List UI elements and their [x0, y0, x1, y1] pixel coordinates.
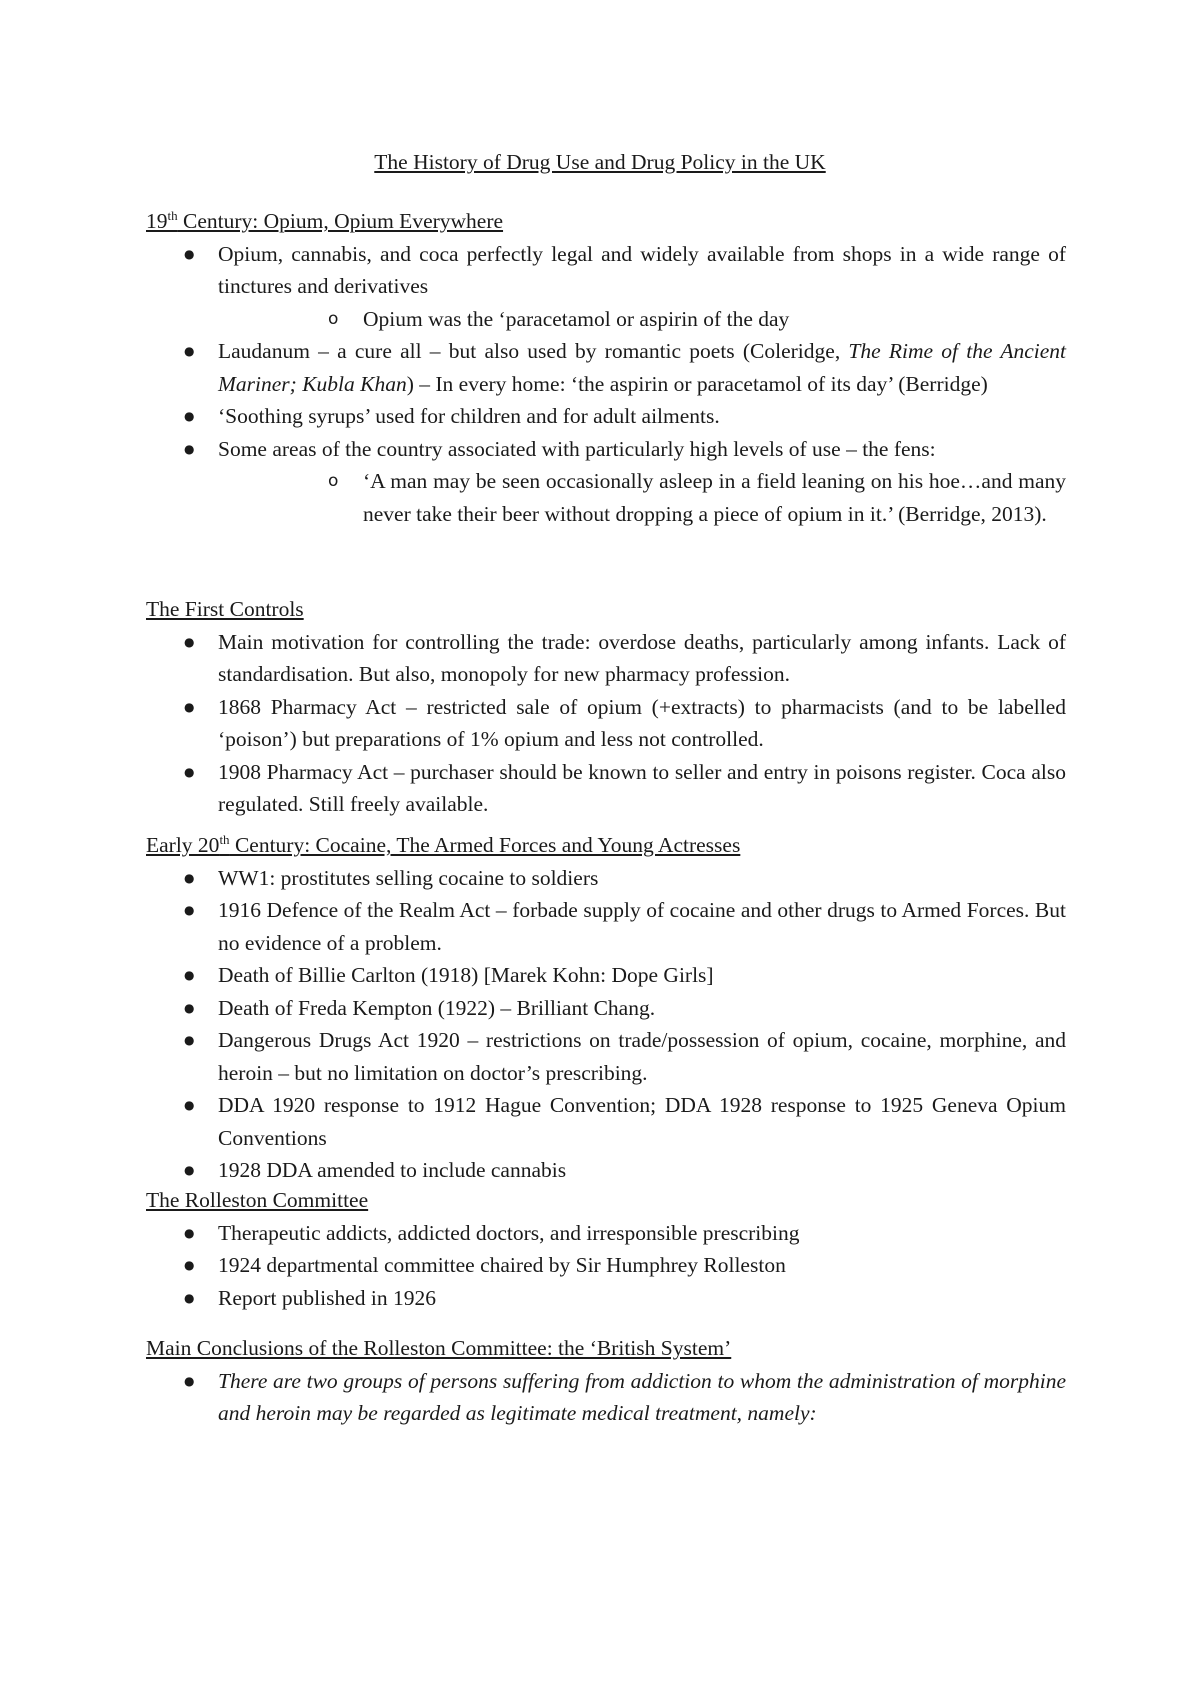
list-item: ● Some areas of the country associated with particularly high levels of use – the fens: o ‘A man may be seen occasionally asleep in a field leaning on his hoe…and many never take their beer without dropping a piece of opium in it.’ (Berridge, 2013). [146, 433, 1066, 531]
section-heading: The First Controls [146, 597, 304, 621]
section-first-controls [146, 593, 1066, 821]
list-item: ● 1908 Pharmacy Act – purchaser should be known to seller and entry in poisons register. Coca also regulated. Still freely available. [146, 756, 1066, 821]
list-item: ● Main motivation for controlling the trade: overdose deaths, particularly among infants. Lack of standardisation. But also, monopoly for new pharmacy profession. [146, 626, 1066, 691]
bullet-list [146, 626, 1066, 821]
list-item: ● Death of Freda Kempton (1922) – Brilliant Chang. [146, 992, 1066, 1025]
list-item: ● 1868 Pharmacy Act – restricted sale of opium (+extracts) to pharmacists (and to be labelled ‘poison’) but preparations of 1% opium and less not controlled. [146, 691, 1066, 756]
sub-list-item: o ‘A man may be seen occasionally asleep in a field leaning on his hoe…and many never take their beer without dropping a piece of opium in it.’ (Berridge, 2013). [218, 465, 1066, 530]
list-item: ● Opium, cannabis, and coca perfectly legal and widely available from shops in a wide range of tinctures and derivatives o Opium was the ‘paracetamol or aspirin of the day [146, 238, 1066, 336]
section-heading: Main Conclusions of the Rolleston Committee: the ‘British System’ [146, 1336, 732, 1360]
section-heading: The Rolleston Committee [146, 1188, 369, 1212]
list-item: ● 1916 Defence of the Realm Act – forbade supply of cocaine and other drugs to Armed Forces. But no evidence of a problem. [146, 894, 1066, 959]
section-heading: Early 20th Century: Cocaine, The Armed Forces and Young Actresses [146, 832, 741, 857]
list-item: ● Report published in 1926 [146, 1282, 1066, 1315]
bullet-list [146, 862, 1066, 1187]
list-item: ● Therapeutic addicts, addicted doctors, and irresponsible prescribing [146, 1217, 1066, 1250]
list-item: ● ‘Soothing syrups’ used for children and for adult ailments. [146, 400, 1066, 433]
section-rolleston-committee [146, 1184, 1066, 1314]
list-item: ● WW1: prostitutes selling cocaine to soldiers [146, 862, 1066, 895]
list-item: ● 1924 departmental committee chaired by Sir Humphrey Rolleston [146, 1249, 1066, 1282]
document-title: The History of Drug Use and Drug Policy in the UK [374, 150, 826, 174]
list-item: ● Death of Billie Carlton (1918) [Marek Kohn: Dope Girls] [146, 959, 1066, 992]
list-item: ● Laudanum – a cure all – but also used by romantic poets (Coleridge, The Rime of the Ancient Mariner; Kubla Khan) – In every home: ‘the aspirin or paracetamol of its day’ (Berridge) [146, 335, 1066, 400]
sub-list-item: o Opium was the ‘paracetamol or aspirin of the day [218, 303, 1066, 336]
sub-list [218, 303, 1066, 336]
sub-list [218, 465, 1066, 530]
section-19th-century [146, 205, 1066, 530]
bullet-list [146, 238, 1066, 531]
list-item: ● 1928 DDA amended to include cannabis [146, 1154, 1066, 1187]
list-item: ● Dangerous Drugs Act 1920 – restrictions on trade/possession of opium, cocaine, morphine, and heroin – but no limitation on doctor’s prescribing. [146, 1024, 1066, 1089]
list-item: ● There are two groups of persons suffering from addiction to whom the administration of morphine and heroin may be regarded as legitimate medical treatment, namely: [146, 1365, 1066, 1430]
bullet-list [146, 1217, 1066, 1315]
list-item: ● DDA 1920 response to 1912 Hague Convention; DDA 1928 response to 1925 Geneva Opium Conventions [146, 1089, 1066, 1154]
poem-titles: The Rime of the Ancient Mariner; Kubla Khan [218, 339, 1066, 396]
section-early-20th-century [146, 829, 1066, 1187]
bullet-list [146, 1365, 1066, 1430]
section-heading: 19th Century: Opium, Opium Everywhere [146, 208, 504, 233]
section-main-conclusions [146, 1332, 1066, 1430]
